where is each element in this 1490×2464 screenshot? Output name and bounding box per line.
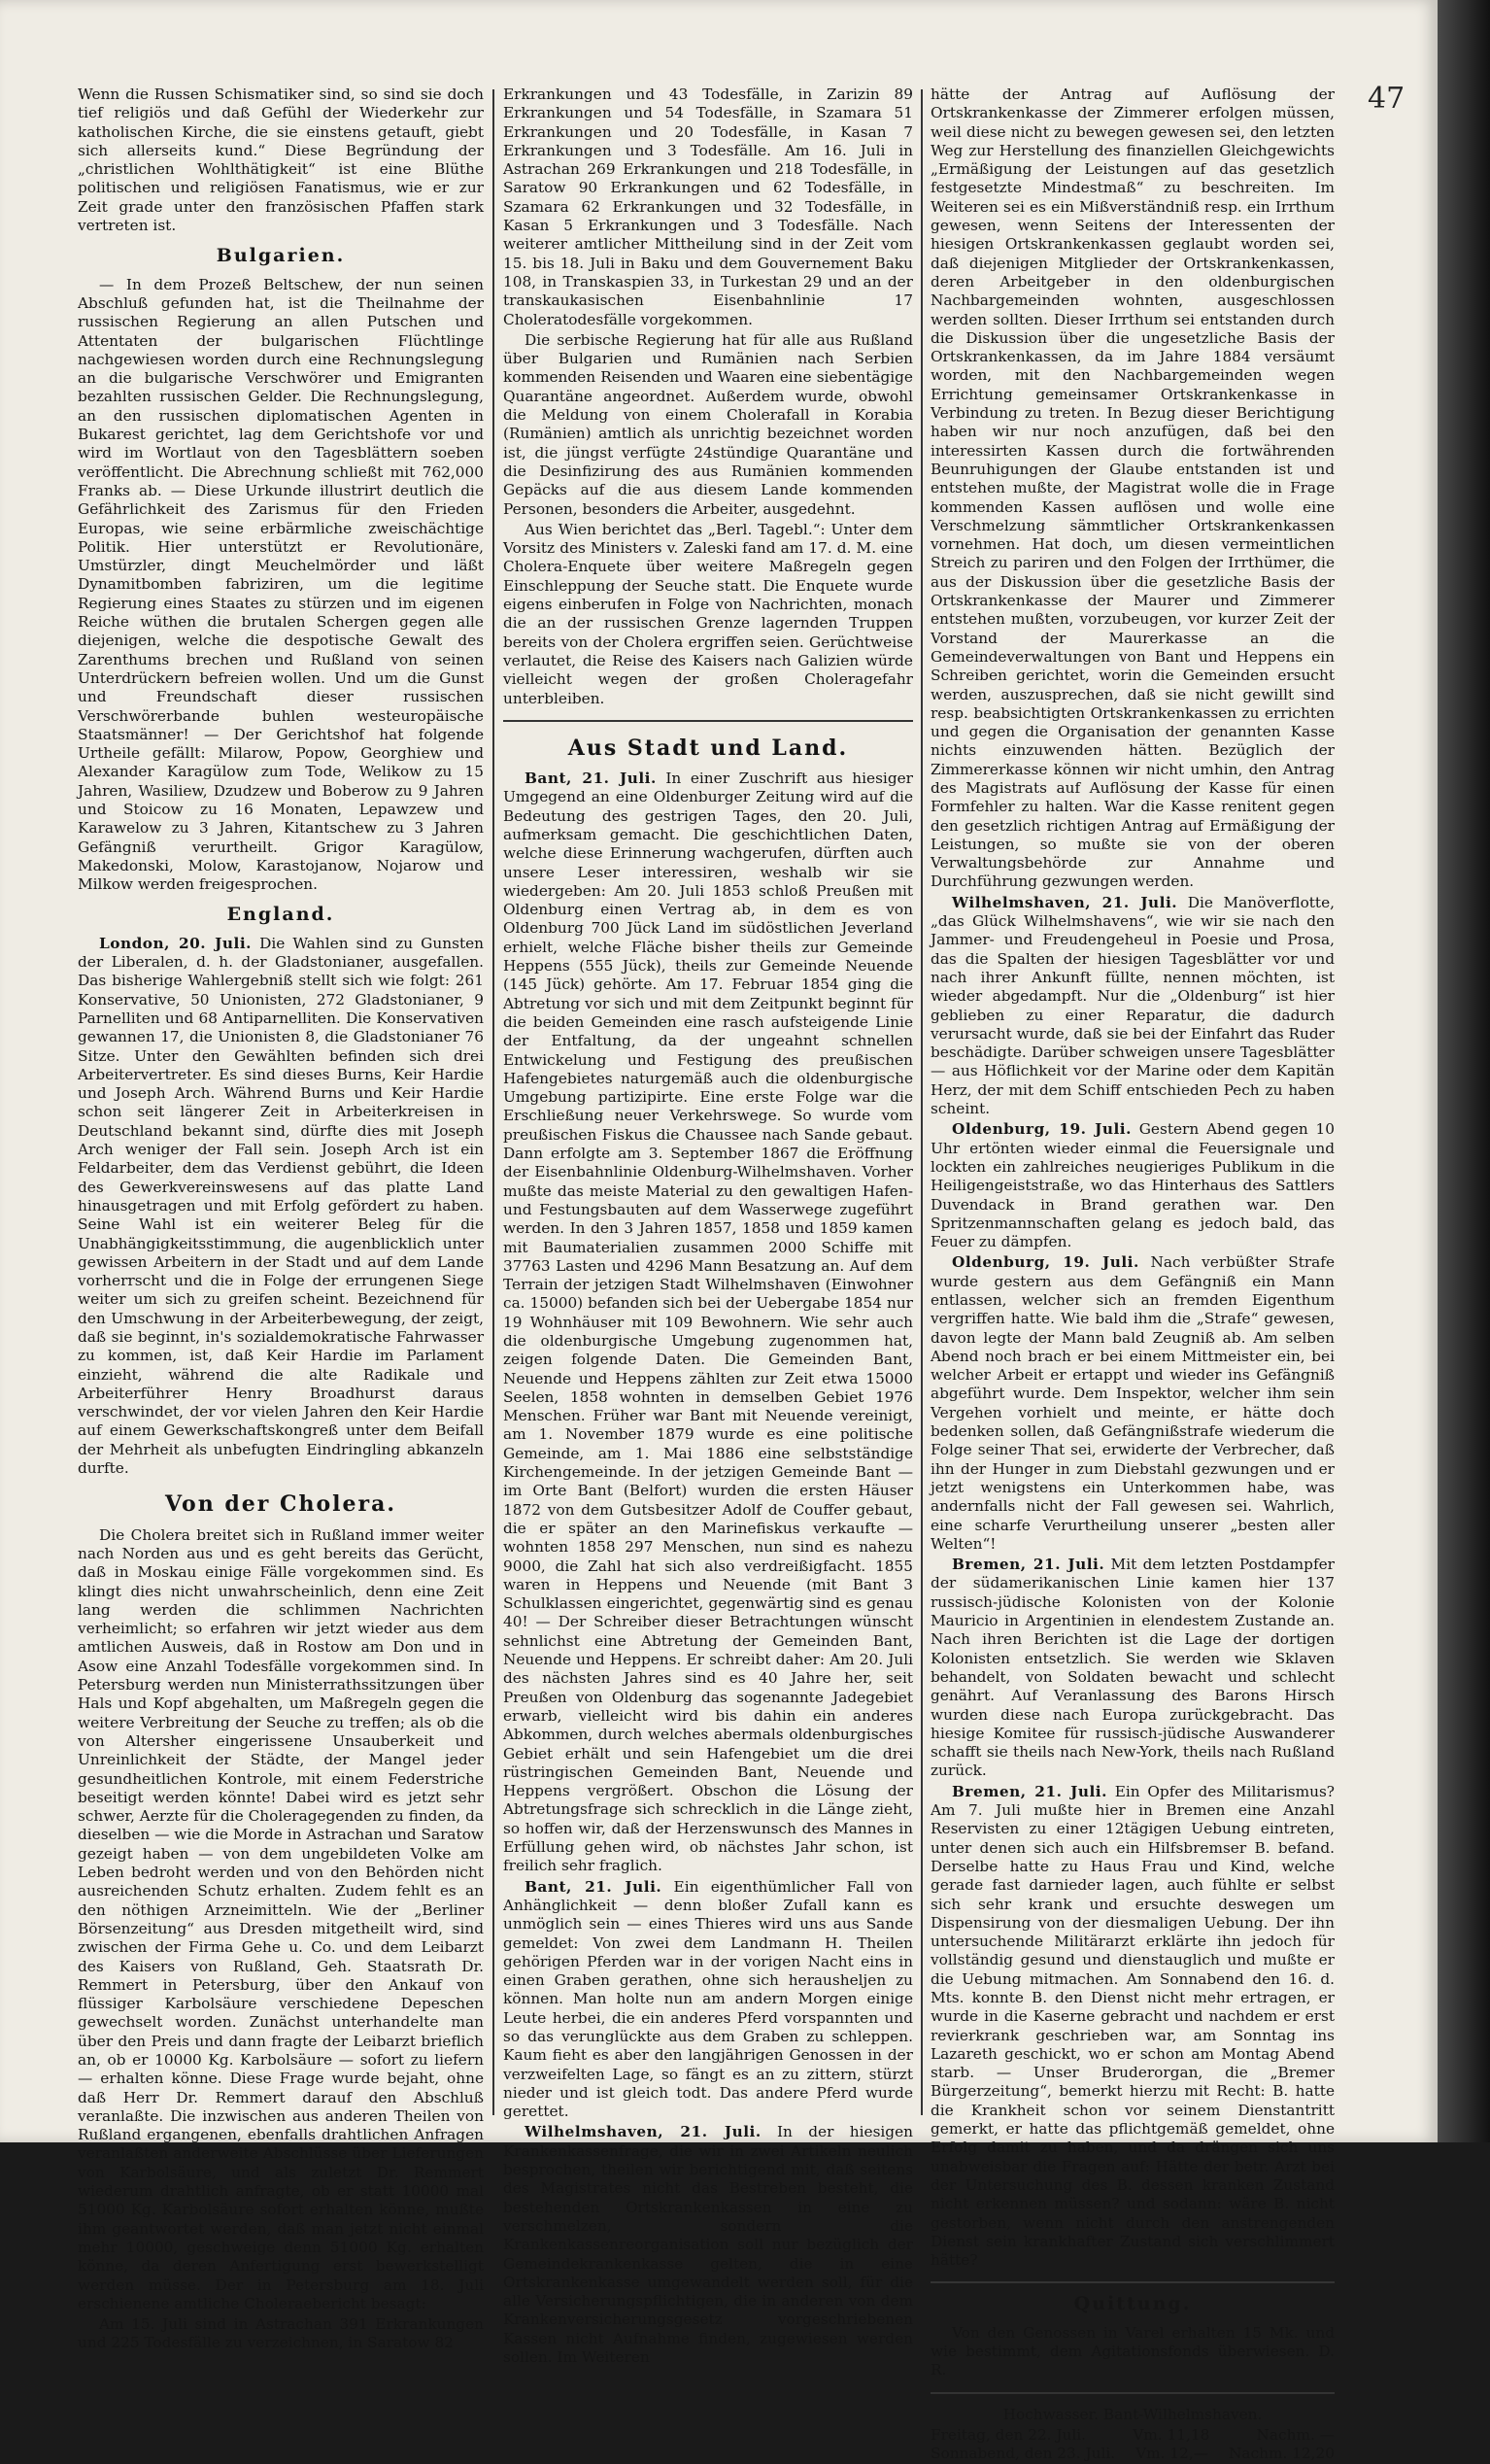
tide-row xyxy=(931,2445,1335,2463)
tide-table-heading: Hochwasser. Bant-Wilhelmshaven. xyxy=(1002,2405,1263,2423)
tide-afternoon: Nachm. — xyxy=(1256,2425,1335,2444)
article-text: Nach verbüßter Strafe wurde gestern aus dem Gefängniß ein Mann entlassen, welcher sich an fremden Eigenthum vergriffen hatte. Wie bald ihm die „Strafe“ gewesen, davon legte der Mann bald Zeugniß ab. Am selben Abend noch brach er bei einem Mittmeister ein, bei welcher Arbeit er ertappt und wieder ins Gefängniß abgeführt wurde. Dem Inspektor, welcher ihm sein Vergehen vorhielt und meinte, er hätte doch bedenken sollen, daß Gefängnißstrafe wiederum die Folge seiner That sei, erwiderte der Verbrecher, daß ihn der Hunger in zum Diebstahl gezwungen und er jetzt wenigstens ein Unterkommen habe, was andernfalls nicht der Fall gewesen sei. Wahrlich, eine scharfe Verurtheilung unserer „besten aller Welten“! xyxy=(931,1253,1335,1553)
section-heading-england: England. xyxy=(226,904,335,926)
article-paragraph xyxy=(503,2123,913,2367)
column-rule xyxy=(492,89,494,2115)
section-heading-quittung: Quittung. xyxy=(1073,2293,1192,2315)
dateline: Bremen, 21. Juli. xyxy=(952,1782,1107,1800)
article-paragraph xyxy=(931,1783,1335,2271)
dateline: Bremen, 21. Juli. xyxy=(952,1556,1105,1574)
article-paragraph: Die Cholera breitet sich in Rußland immer weiter nach Norden aus und es geht bereits das Gerücht, daß in Moskau einige Fälle vorgekommen sind. Es klingt dies nicht unwahrscheinlich, denn eine Zeit lang werden die schlimmen Nachrichten verheimlicht; so erfahren wir jetzt wieder aus dem amtlichen Ausweis, daß in Rostow am Don und in Asow eine Anzahl Todesfälle vorgekommen sind. In Petersburg werden nun Ministerrathssitzungen über Hals und Kopf abgehalten, um Maßregeln gegen die weitere Verbreitung der Seuche zu treffen; als ob die von Altersher eingerissene Unsauberkeit und Unreinlichkeit der Städte, der Mangel jeder gesundheitlichen Kontrole, mit einem Federstriche beseitigt werden könnte! Dabei wird es jetzt sehr schwer, Aerzte für die Choleragegenden zu finden, da dieselben — wie die Morde in Astrachan und Saratow gezeigt haben — von dem ungebildeten Volke am Leben bedroht werden und von den Behörden nicht ausreichenden Schutz erhalten. Zudem fehlt es an den nöthigen Arzneimitteln. Wie der „Berliner Börsenzeitung“ aus Dresden mitgetheilt wird, sind zwischen der Firma Gehe u. Co. und dem Leibarzt des Kaisers von Rußland, Geh. Staatsrath Dr. Remmert in Petersburg, über den Ankauf von flüssiger Karbolsäure verschiedene Depeschen gewechselt worden. Zunächst unterhandelte man über den Preis und dann fragte der Leibarzt brieflich an, ob er 10000 Kg. Karbolsäure — sofort zu liefern — erhalten könne. Diese Frage wurde bejaht, ohne daß Herr Dr. Remmert darauf den Abschluß veranlaßte. Die inzwischen aus anderen Theilen von Rußland ergangenen, ebenfalls drahtlichen Anfragen veranlaßten anderweite Abschlüsse über Lieferungen von Karbolsäure, und als zuletzt Dr. Remmert wiederum drahtlich anfragte, ob er statt 10000 mal 51000 Kg. Karbolsäure sofort erhalten könne, mußte ihm geantwortet werden, daß man jetzt nicht einmal mehr 10000, geschweige denn 51000 Kg. erhalten könne, da deren Anfertigung erst bewerkstelligt werden müsse. Der in Petersburg am 18. Juli erschienene amtliche Choleraebericht besagt: xyxy=(78,1525,484,2312)
divider xyxy=(931,2281,1335,2283)
article-text: Gestern Abend gegen 10 Uhr ertönten wieder einmal die Feuersignale und lockten ein zahlreiches neugieriges Publikum in die Heiligengeiststraße, wo das Hinterhaus des Sattlers Duvendack in Brand gerathen war. Den Spritzenmannschaften gelang es jedoch bald, das Feuer zu dämpfen. xyxy=(931,1120,1335,1251)
article-paragraph xyxy=(931,1556,1335,1781)
page-number: 47 xyxy=(1368,82,1405,116)
dateline: Bant, 21. Juli. xyxy=(525,1877,662,1896)
article-paragraph xyxy=(78,935,484,1479)
article-paragraph xyxy=(503,1878,913,2122)
article-paragraph xyxy=(931,1120,1335,1251)
article-paragraph: — In dem Prozeß Beltschew, der nun seinen Abschluß gefunden hat, ist die Theilnahme der russischen Regierung an allen Putschen und Attentaten der bulgarischen Flüchtlinge nachgewiesen worden durch eine Rechnungslegung an die bulgarische Verschwörer und Emigranten bezahlten russischen Gelder. Die Rechnungslegung, an den russischen diplomatischen Agenten in Bukarest gerichtet, lag dem Gerichtshofe vor und wird im Wortlaut von den Tagesblättern soeben veröffentlicht. Die Abrechnung schließt mit 762,000 Franks ab. — Diese Urkunde illustrirt deutlich die Gefährlichkeit des Zarismus für den Frieden Europas, wie seine erbärmliche zweischächtige Politik. Hier unterstützt er Revolutionäre, Umstürzler, dingt Meuchelmörder und läßt Dynamitbomben fabriziren, um die legitime Regierung eines Staates zu stürzen und im eigenen Reiche wüthen die brutalen Schergen gegen alle diejenigen, welche die despotische Gewalt des Zarenthums brechen und Rußland von seinen Unterdrückern befreien wollen. Und um die Gunst und Freundschaft dieser russischen Verschwörerbande buhlen westeuropäische Staatsmänner! — Der Gerichtshof hat folgende Urtheile gefällt: Milarow, Popow, Georghiew und Alexander Karagülow zum Tode, Welikow zu 15 Jahren, Wasiliew, Dzudzew und Boberow zu 9 Jahren und Stoicow zu 16 Monaten, Lepawzew und Karawelow zu 3 Jahren, Kitantschew zu 3 Jahren Gefängniß verurtheilt. Grigor Karagülow, Makedonski, Molow, Karastojanow, Nojarow und Milkow werden freigesprochen. xyxy=(78,275,484,894)
article-paragraph: Die serbische Regierung hat für alle aus Rußland über Bulgarien und Rumänien nach Serbien kommenden Reisenden und Waaren eine siebentägige Quarantäne angeordnet. Außerdem wurde, obwohl die Meldung von einem Cholerafall in Korabia (Rumänien) amtlich als unrichtig bezeichnet worden ist, die jüngst verfügte 24stündige Quarantäne und die Desinfizirung des aus Rumänien kommenden Gepäcks auf die aus diesem Lande kommenden Personen, besonders die Arbeiter, ausgedehnt. xyxy=(503,330,913,518)
column-3 xyxy=(931,86,1335,2463)
article-paragraph xyxy=(503,770,913,1876)
article-paragraph xyxy=(931,894,1335,1119)
section-heading-stadt-und-land: Aus Stadt und Land. xyxy=(567,735,849,761)
section-heading-bulgarien: Bulgarien. xyxy=(216,245,346,267)
column-1 xyxy=(78,86,484,2352)
tide-afternoon: Nachm. 12,20 xyxy=(1229,2445,1335,2463)
dateline: Wilhelmshaven, 21. Juli. xyxy=(952,893,1178,911)
article-paragraph: Erkrankungen und 43 Todesfälle, in Zarizin 89 Erkrankungen und 54 Todesfälle, in Szamara 51 Erkrankungen und 20 Todesfälle, in Kasan 7 Erkrankungen und 3 Todesfälle. Am 16. Juli in Astrachan 269 Erkrankungen und 218 Todesfälle, in Saratow 90 Erkrankungen und 62 Todesfälle, in Szamara 62 Erkrankungen und 32 Todesfälle, in Kasan 5 Erkrankungen und 3 Todesfälle. Nach weiterer amtlicher Mittheilung sind in der Zeit vom 15. bis 18. Juli in Baku und dem Gouvernement Baku 108, in Transkaspien 33, in Turkestan 29 und an der transkaukasischen Eisenbahnlinie 17 Choleratodesfälle vorgekommen. xyxy=(503,86,913,328)
article-paragraph: Am 15. Juli sind in Astrachan 391 Erkrankungen und 225 Todesfälle zu verzeichnen, in Saratow 82 xyxy=(78,2315,484,2352)
dateline: Oldenburg, 19. Juli. xyxy=(952,1253,1139,1272)
tide-morning: Vm. 12,— xyxy=(1135,2445,1209,2463)
article-paragraph xyxy=(931,1253,1335,1554)
article-text: In der hiesigen Krankenkassenfrage, die wir in zwei Artikeln neulich besprochen, theilen wir berichtigend mit, daß seitens des Magistrates nicht das Bestreben besteht, die bestehenden Ortskrankenkassen in eine zu verschmelzen, sondern die Krankenkassenreorganisation soll nur bezüglich der Gemeindekrankenkasse gelten, die in eine Ortskrankenkasse umgewandelt werden soll, für die alle Versicherungspflichtigen, die in anderen von dem Krankenversicherungsgesetz vorgeschriebenen Kassen nicht Aufnahme finden, zugewiesen werden sollen. Im Weiteren xyxy=(503,2123,914,2367)
dateline: London, 20. Juli. xyxy=(99,934,252,952)
scan-edge xyxy=(1438,0,1490,2142)
column-2 xyxy=(503,86,914,2367)
tide-day: Freitag, den 22. Juli. xyxy=(931,2425,1087,2444)
article-paragraph: Von den Genossen in Varel erhalten 15 Mk. und wie bestimmt, dem Agitationsfonds überwiesen. D. R. xyxy=(931,2323,1335,2379)
tide-table xyxy=(931,2426,1335,2464)
dateline: Oldenburg, 19. Juli. xyxy=(952,1120,1132,1139)
tide-day: Sonnabend, den 23. Juli. xyxy=(931,2445,1116,2463)
article-text: Die Wahlen sind zu Gunsten der Liberalen, d. h. der Gladstonianer, ausgefallen. Das bisherige Wahlergebniß stellt sich wie folgt: 261 Konservative, 50 Unionisten, 272 Gladstonianer, 9 Parnelliten und 68 Antiparnelliten. Die Konservativen gewannen 17, die Unionisten 8, die Gladstonianer 76 Sitze. Unter den Gewählten befinden sich drei Arbeitervertreter. Es sind dieses Burns, Keir Hardie und Joseph Arch. Während Burns und Keir Hardie schon seit längerer Zeit in Arbeiterkreisen in Deutschland bekannt sind, dürfte dies mit Joseph Arch weniger der Fall sein. Joseph Arch ist ein Feldarbeiter, dem das Verdienst gebührt, die Ideen des Gewerkvereinswesens auf das platte Land hinausgetragen und mit Erfolg gefördert zu haben. Seine Wahl ist ein weiterer Beleg für die Unabhängigkeitsstimmung, die augenblicklich unter gewissen Arbeitern in der Stadt und auf dem Lande vorherrscht und die in Folge der errungenen Siege weiter um sich zu greifen scheint. Bezeichnend für den Umschwung in der Arbeiterbewegung, der zeigt, daß sie beginnt, in's sozialdemokratische Fahrwasser zu kommen, ist, daß Keir Hardie im Parlament einzieht, während die alte Radikale und Arbeiterführer Henry Broadhurst daraus verschwindet, der vor vielen Jahren den Keir Hardie auf einem Gewerkschaftskongreß unter dem Beifall der Mehrheit als unbefugten Eindringling abkanzeln durfte. xyxy=(78,934,484,1478)
article-text: Ein Opfer des Militarismus? Am 7. Juli mußte hier in Bremen eine Anzahl Reservisten zu einer 12tägigen Uebung eintreten, unter denen sich auch ein Hilfsbremser B. befand. Derselbe hatte zu Haus Frau und Kind, welche gerade fast darnieder lagen, auch fühlte er selbst sich sehr krank und ersuchte deswegen um Dispensirung von der diesmaligen Uebung. Der ihn untersuchende Militärarzt erklärte ihn jedoch für vollständig gesund und dienstauglich und mußte er die Uebung mitmachen. Am Sonnabend den 16. d. Mts. konnte B. den Dienst nicht mehr ertragen, er wurde in die Kaserne gebracht und nachdem er erst revierkrank geschrieben war, am Sonntag ins Lazareth geschickt, wo er schon am Montag Abend starb. — Unser Bruderorgan, die „Bremer Bürgerzeitung“, bemerkt hierzu mit Recht: B. hatte die Krankheit schon vor seinem Dienstantritt gemerkt, er hatte das pflichtgemäß gemeldet, ohne Erfolg damit zu haben, und da drängen sich uns unabweisbar die Fragen auf: Hätte der betr. Arzt bei der Untersuchung des B. dessen kranken Zustand nicht erkennen müssen? und sodann: wäre B. nicht gestorben, wenn nicht durch den anstrengenden Dienst sein krankhafter Zustand sich verschlimmert hätte? xyxy=(931,1782,1335,2270)
column-rule xyxy=(921,89,923,2115)
article-paragraph: hätte der Antrag auf Auflösung der Ortskrankenkasse der Zimmerer erfolgen müssen, weil diese nicht zu bewegen gewesen sei, den letzten Weg zur Herstellung des finanziellen Gleichgewichts „Ermäßigung der Leistungen auf das gesetzlich festgesetzte Mindestmaß“ zu beschreiten. Im Weiteren sei es ein Mißverständniß resp. ein Irrthum gewesen, wenn Seitens der Interessenten der hiesigen Ortskrankenkassen geglaubt worden sei, daß diejenigen Mitglieder der Ortskrankenkassen, deren Arbeitgeber in den oldenburgischen Nachbargemeinden wohnten, ausgeschlossen werden sollten. Dieser Irrthum sei entstanden durch die Diskussion über die ungesetzliche Basis der Ortskrankenkassen, da im Jahre 1884 versäumt worden, mit den Nachbargemeinden wegen Errichtung gemeinsamer Ortskrankenkasse in Verbindung zu treten. In Bezug dieser Berichtigung haben wir nur noch anzufügen, daß bei den interessirten Kassen durch die fortwährenden Beunruhigungen der Glaube entstanden ist und entstehen mußte, der Magistrat wolle die in Frage kommenden Kassen auflösen und wolle eine Verschmelzung sämmtlicher Ortskrankenkassen vornehmen. Hat doch, um diesen vermeintlichen Streich zu pariren und den Folgen der Irrthümer, die aus der Diskussion über die gesetzliche Basis der Ortskrankenkasse der Maurer und Zimmerer entstehen mußten, vorzubeugen, vor kurzer Zeit der Vorstand der Maurerkasse an die Gemeindeverwaltungen von Bant und Heppens ein Schreiben gerichtet, worin die Gemeinden ersucht werden, auszusprechen, daß sie nicht gewillt sind resp. beabsichtigten Ortskrankenkassen zu errichten und gegen die Organisation der genannten Kasse nichts einzuwenden hätten. Bezüglich der Zimmererkasse können wir nicht umhin, den Antrag des Magistrats auf Auflösung der Kasse für einen Formfehler zu halten. War die Kasse renitent gegen den gesetzlich richtigen Antrag auf Ermäßigung der Leistungen, so mußte sie von der oberen Verwaltungsbehörde zur Annahme und Durchführung gezwungen werden. xyxy=(931,86,1335,891)
divider xyxy=(931,2392,1335,2394)
dateline: Bant, 21. Juli. xyxy=(525,770,657,788)
tide-morning: Vm. 11,18 xyxy=(1133,2425,1210,2444)
article-text: Ein eigenthümlicher Fall von Anhänglichkeit — denn bloßer Zufall kann es unmöglich sein — eines Thieres wird uns aus Sande gemeldet: Von zwei dem Landmann H. Theilen gehörigen Pferden war in der vorigen Nacht eins in einen Graben gerathen, ohne sich herausheljen zu können. Man holte nun am andern Morgen einige Leute herbei, die ein anderes Pferd vorspannten und so das verunglückte aus dem Graben zu schleppen. Kaum fieht es aber den langjährigen Genossen in der verzweifelten Lage, so fängt es an zu zittern, stürzt nieder und ist gleich todt. Das andere Pferd wurde gerettet. xyxy=(503,1877,913,2121)
article-text: In einer Zuschrift aus hiesiger Umgegend an eine Oldenburger Zeitung wird auf die Bedeutung des gestrigen Tages, den 20. Juli, aufmerksam gemacht. Die geschichtlichen Daten, welche diese Erinnerung wachgerufen, dürften auch unsere Leser interessiren, weshalb wir sie wiedergeben: Am 20. Juli 1853 schloß Preußen mit Oldenburg einen Vertrag ab, in dem es von Oldenburg 700 Jück Land im südöstlichen Jeverland erhielt, welche Fläche bisher theils zur Gemeinde Heppens (555 Jück), theils zur Gemeinde Neuende (145 Jück) gehörte. Am 17. Februar 1854 ging die Abtretung vor sich und mit dem Zeitpunkt beginnt für die beiden Gemeinden eine rasch aufsteigende Linie der Entfaltung, da der ungeahnt schnellen Entwickelung und Festigung des preußischen Hafengebietes naturgemäß auch die oldenburgische Umgebung partizipirte. Eine erste Folge war die Erschließung neuer Verkehrswege. So wurde vom preußischen Fiskus die Chaussee nach Sande gebaut. Dann erfolgte am 3. September 1867 die Eröffnung der Eisenbahnlinie Oldenburg-Wilhelmshaven. Vorher mußte das meiste Material zu den gewaltigen Hafen- und Festungsbauten auf dem Wasserwege zugeführt werden. In den 3 Jahren 1857, 1858 und 1859 kamen mit Baumaterialien zusammen 2000 Schiffe mit 37763 Lasten und 4296 Mann Besatzung an. Auf dem Terrain der jetzigen Stadt Wilhelmshaven (Einwohner ca. 15000) befanden sich bei der Uebergabe 1854 nur 19 Wohnhäuser mit 109 Bewohnern. Wie sehr auch die oldenburgische Umgebung zugenommen hat, zeigen folgende Daten. Die Gemeinden Bant, Neuende und Heppens zählten zur Zeit etwa 15000 Seelen, 1858 wohnten in demselben Gebiet 1976 Menschen. Früher war Bant mit Neuende vereinigt, am 1. November 1879 wurde es eine politische Gemeinde, am 1. Mai 1886 eine selbstständige Kirchengemeinde. In der jetzigen Gemeinde Bant — im Orte Bant (Belfort) wurden die ersten Häuser 1872 von dem Gutsbesitzer Adolf de Couffer gebaut, die er später an den Marinefiskus verkaufte — wohnten 1858 297 Menschen, nun sind es nahezu 9000, die Zahl hat sich also verdreißigfacht. 1855 waren in Heppens und Neuende (mit Bant 3 Schulklassen eingerichtet, gegenwärtig sind es genau 40! — Der Schreiber dieser Betrachtungen wünscht sehnlichst eine Abtretung der Gemeinden Bant, Neuende und Heppens. Er schreibt daher: Am 20. Juli des nächsten Jahres sind es 40 Jahre her, seit Preußen von Oldenburg das sogenannte Jadegebiet erwarb, vielleicht wird bis dahin ein anderes Abkommen, durch welches abermals oldenburgisches Gebiet erhält und sein Hafengebiet um die drei rüstringischen Gemeinden Bant, Neuende und Heppens vergrößert. Obschon die Lösung der Abtretungsfrage sich schrecklich in die Länge zieht, so hoffen wir, daß der Herzenswunsch des Mannes in Erfüllung gehen wird, ob nächstes Jahr schon, ist freilich sehr fraglich. xyxy=(503,770,913,1875)
article-paragraph: Wenn die Russen Schismatiker sind, so sind sie doch tief religiös und daß Gefühl der Wiederkehr zur katholischen Kirche, die sie einstens getauft, giebt sich allerseits kund.“ Diese Begründung der „christlichen Wohlthätigkeit“ ist eine Blüthe politischen und religiösen Fanatismus, wie er zur Zeit grade unter den französischen Pfaffen stark vertreten ist. xyxy=(78,86,484,235)
tide-row xyxy=(931,2426,1335,2445)
divider xyxy=(503,720,913,722)
article-text: Die Manöverflotte, „das Glück Wilhelmshavens“, wie wir sie nach den Jammer- und Freudengeheul in Poesie und Prosa, das die Spalten der hiesigen Tagesblätter vor und nach ihrer Ankunft füllte, nennen möchten, ist wieder abgedampft. Nur die „Oldenburg“ ist hier geblieben zu einer Reparatur, die dadurch verursacht wurde, daß sie bei der Einfahrt das Ruder beschädigte. Darüber schweigen unsere Tagesblätter — aus Höflichkeit vor der Marine oder dem Kapitän Herz, der mit dem Schiff entschieden Pech zu haben scheint. xyxy=(931,893,1335,1118)
section-heading-cholera: Von der Cholera. xyxy=(164,1491,397,1518)
article-paragraph: Aus Wien berichtet das „Berl. Tagebl.“: Unter dem Vorsitz des Ministers v. Zaleski fand am 17. d. M. eine Cholera-Enquete über weitere Maßregeln gegen Einschleppung der Seuche statt. Die Enquete wurde eigens einberufen in Folge von Nachrichten, monach die an der russischen Grenze lagernden Truppen bereits von der Cholera ergriffen seien. Gerüchtweise verlautet, die Reise des Kaisers nach Galizien würde vielleicht wegen der großen Choleragefahr unterbleiben. xyxy=(503,520,913,707)
dateline: Wilhelmshaven, 21. Juli. xyxy=(525,2123,762,2141)
article-text: Mit dem letzten Postdampfer der südamerikanischen Linie kamen hier 137 russisch-jüdische Kolonisten von der Kolonie Mauricio in Argentinien in elendestem Zustande an. Nach ihren Berichten ist die Lage der dortigen Kolonisten entsetzlich. Sie werden wie Sklaven behandelt, von Soldaten bewacht und schlecht genährt. Auf Veranlassung des Barons Hirsch wurden diese nach Europa zurückgebracht. Das hiesige Komitee für russisch-jüdische Auswanderer schafft sie theils nach New-York, theils nach Rußland zurück. xyxy=(931,1556,1335,1780)
